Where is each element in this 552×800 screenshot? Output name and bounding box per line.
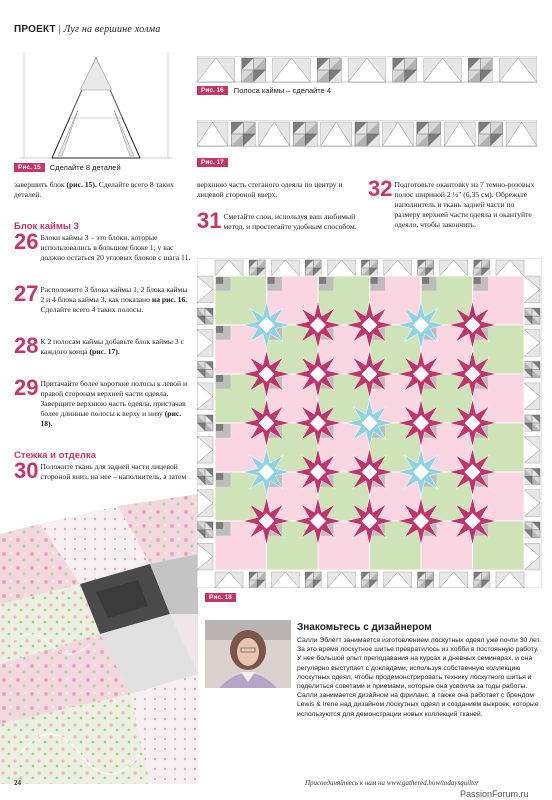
quilt-corner-dark bbox=[371, 277, 378, 284]
fig17-label: Рис. 17 bbox=[197, 158, 228, 167]
fig16-caption-row bbox=[197, 86, 331, 95]
section-border-block-3: Блок каймы 3 bbox=[14, 221, 79, 232]
quilt-corner-dark bbox=[216, 326, 223, 333]
step-26 bbox=[14, 229, 192, 263]
step-29-ref: (рис. 18). bbox=[40, 409, 182, 428]
step-31-number: 31 bbox=[197, 208, 222, 233]
designer-bio bbox=[205, 620, 543, 770]
quilt-border-left bbox=[197, 276, 213, 570]
step-29-number: 29 bbox=[14, 375, 39, 400]
fig15-caption: Сделайте 8 деталей bbox=[49, 163, 121, 172]
intro-text-a: завершить блок bbox=[14, 180, 65, 189]
step-31-text: Сметайте слои, используя ваш любимый метод, и простегайте удобным способом. bbox=[223, 212, 357, 231]
fig17-caption-row bbox=[197, 151, 228, 169]
fig18-quilt bbox=[197, 258, 542, 588]
fig16-strip bbox=[197, 58, 537, 82]
intro-paragraph bbox=[14, 180, 190, 200]
fig18-label: Рис. 18 bbox=[205, 593, 236, 602]
fig15-diagram bbox=[20, 48, 172, 160]
quilt-corner-dark bbox=[216, 375, 223, 382]
quilt-corner-dark bbox=[216, 473, 223, 480]
quilt-corner-dark bbox=[268, 277, 275, 284]
fig18-caption-row bbox=[205, 586, 236, 604]
step-27 bbox=[14, 281, 192, 315]
footer-note: Присоединяйтесь к нам на www.gathered.how/todaysquilter bbox=[305, 779, 479, 787]
page-header bbox=[14, 24, 160, 35]
fig15-label: Рис. 15 bbox=[14, 163, 45, 172]
quilt-corner-dark bbox=[474, 277, 481, 284]
quilt-border-bottom bbox=[215, 572, 524, 588]
step-29-text bbox=[40, 379, 192, 429]
step-26-number: 26 bbox=[14, 229, 39, 254]
quilt-corner-dark bbox=[216, 277, 223, 284]
quilt-border-top bbox=[215, 260, 524, 276]
step-32-text: Подготовьте окантовку из 7 темно-розовых полос шириной 2 ½" (6,35 см). Обрежьте наполнитель и ткань задней части по размеру верхней части одеяла и окантуйте одеяло, чтобы закончить. bbox=[394, 180, 535, 229]
quilt-photo bbox=[0, 494, 198, 784]
step-26-text: Блоки каймы 3 – это блоки, которые использовались в большом блоке 1; у вас должно остаться 20 угловых блоков с шага 11. bbox=[40, 233, 191, 262]
step-27-text bbox=[40, 285, 192, 315]
fig16-diagram bbox=[197, 56, 537, 84]
step-28-text bbox=[40, 337, 192, 357]
fig16-label: Рис. 16 bbox=[197, 86, 228, 95]
quilt-corner-dark bbox=[422, 277, 429, 284]
step-29 bbox=[14, 375, 192, 429]
header-separator: | bbox=[58, 24, 61, 35]
intro-text-b: Сделайте всего 8 таких деталей. bbox=[14, 180, 174, 200]
step-27-number: 27 bbox=[14, 281, 39, 306]
quilt-corner-dark bbox=[216, 424, 223, 431]
quilt-corner-dark bbox=[216, 522, 223, 529]
designer-photo bbox=[205, 620, 291, 688]
fig17-strip bbox=[197, 122, 537, 146]
watermark: PassionForum.ru bbox=[460, 789, 529, 799]
step-32 bbox=[368, 176, 540, 230]
bio-text-top: Салли Эблетт занимается изготовлением лоскутных одеял уже почти 30 лет. За это время лоскутное шитье превратилось из хобби в постоянную работу. У нее большой опыт преподавания на курсах и дневных семинарах, и она регулярно выступает с докладами, используя собственную коллекцию лоскутных одеял, чтобы продемонстрировать технику лоскутного шитья и поделиться советами и приемами, которые она усвоила за годы работы. Салли занимается дизайном на фриланс, а также она работает с брендом Lewis & Irene над дизайном лоскутных одеял и созданием выкроек, которые используются для демонстрации новых коллекций тканей. bbox=[297, 637, 541, 718]
step-28-ref: (рис. 17). bbox=[89, 347, 120, 356]
fig18-diagram bbox=[197, 258, 542, 588]
quilt-corner-dark bbox=[319, 277, 326, 284]
step-28-number: 28 bbox=[14, 333, 39, 358]
step-27-text-b: Сделайте всего 4 таких полосы. bbox=[40, 305, 144, 314]
step-27-text-a: Расположите 3 блока каймы 1, 2 блока каймы 2 и 4 блока каймы 3, как показано bbox=[40, 285, 188, 304]
col2-continuation: верхнюю часть стеганого одеяла по центру и лицевой стороной вверх. bbox=[197, 180, 343, 200]
step-30-text: Положите ткань для задней части лицевой стороной вниз, на нее – наполнитель, а затем bbox=[40, 462, 187, 481]
header-title: Луг на вершине холма bbox=[63, 24, 161, 35]
fig17-diagram bbox=[197, 120, 537, 148]
step-30-number: 30 bbox=[14, 458, 39, 483]
step-32-number: 32 bbox=[368, 176, 393, 201]
step-29-text-a: Притачайте более короткие полосы к левой и правой сторонам верхней части одеяла. Заверщите верхнюю часть одеяла, пристачав более длинные полосы к верху и низу bbox=[40, 379, 188, 418]
step-28-text-a: К 2 полосам каймы добавьте блок каймы 3 с каждого конца bbox=[40, 337, 185, 356]
section-quilting: Стежка и отделка bbox=[14, 450, 97, 461]
fig15-caption-row bbox=[14, 163, 121, 172]
step-27-ref: на рис. 16. bbox=[151, 295, 188, 304]
bio-title: Знакомьтесь с дизайнером bbox=[297, 622, 432, 633]
page-number: 24 bbox=[14, 779, 21, 787]
intro-ref: (рис. 15). bbox=[66, 180, 97, 189]
step-30 bbox=[14, 458, 192, 483]
step-28 bbox=[14, 333, 192, 358]
header-project: ПРОЕКТ bbox=[14, 24, 56, 35]
quilt-border-right bbox=[524, 276, 540, 570]
fig16-caption: Полоса каймы – сделайте 4 bbox=[233, 86, 332, 95]
step-31 bbox=[197, 208, 362, 233]
